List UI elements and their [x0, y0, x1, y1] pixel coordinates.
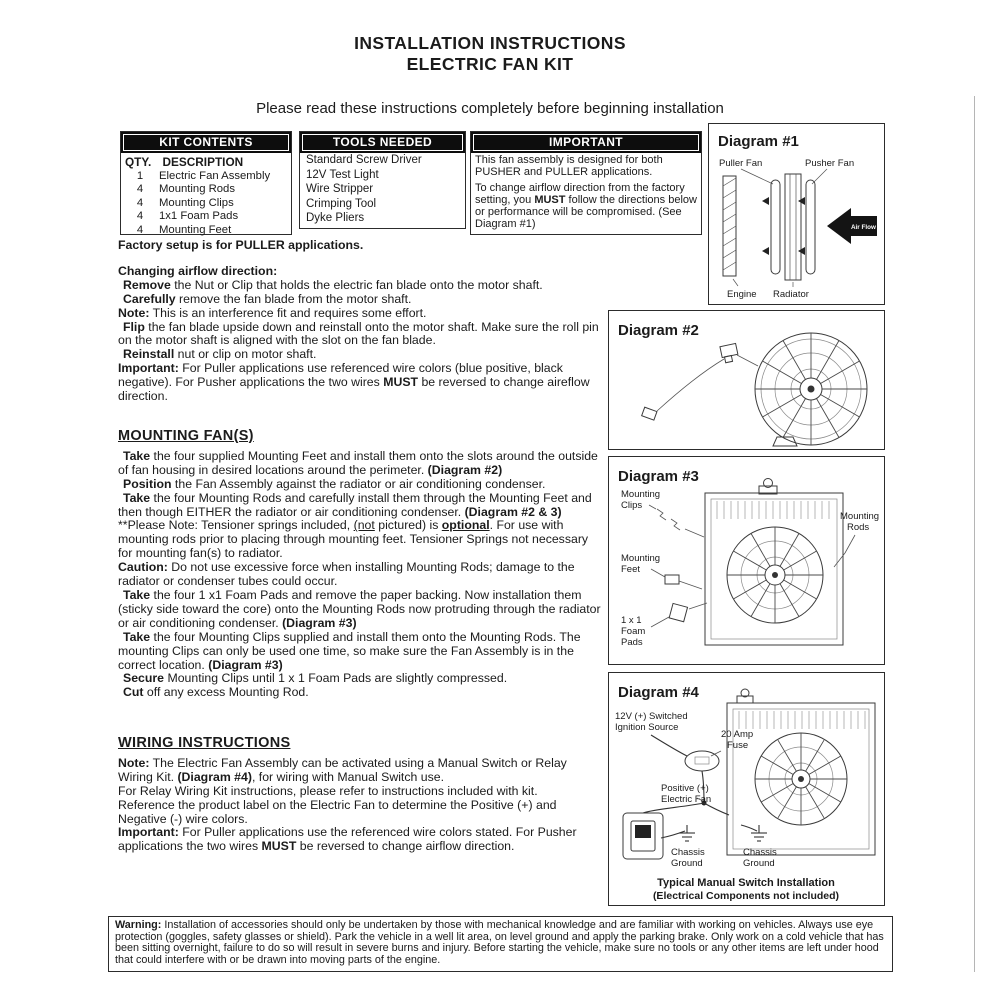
- kit-column-headers: [121, 153, 291, 170]
- wiring-section: [118, 737, 602, 854]
- tool-item: Dyke Pliers: [306, 212, 365, 225]
- airflow-step: Carefully remove the fan blade from the motor shaft.: [123, 291, 412, 306]
- diagram1-title: Diagram #1: [718, 133, 799, 150]
- factory-setup-note: Factory setup is for PULLER applications.: [118, 238, 364, 252]
- wiring-step: Reference the product label on the Electric Fan to determine the Positive (+) and Negative (-) wire colors.: [118, 797, 557, 826]
- wiring-important-note: Important: For Puller applications use the referenced wire colors stated. For Pusher applications the two wires MUST be reversed to change airflow direction.: [118, 825, 577, 854]
- puller-fan-label: Puller Fan: [719, 158, 763, 169]
- mounting-section-heading: MOUNTING FAN(S): [118, 428, 254, 444]
- mounting-clips-label: Mounting: [621, 489, 661, 500]
- positive-electric-fan-label: Electric Fan: [661, 794, 712, 805]
- diagram-2: [608, 310, 885, 450]
- mounting-step: Take the four Mounting Clips supplied and install them onto the Mounting Rods. The mounting Clips can only be used one time, so make sure the Fan Assembly is in the correct location. (Diagram #3): [118, 629, 581, 672]
- foam-pads-label: Pads: [621, 637, 643, 648]
- mounting-foot-drawing: [720, 343, 758, 366]
- kit-desc: 1x1 Foam Pads: [159, 210, 239, 223]
- ignition-source-label: 12V (+) Switched: [615, 711, 688, 722]
- read-first-note: Please read these instructions completely before beginning installation: [256, 100, 724, 117]
- ignition-source-label: Ignition Source: [615, 722, 679, 733]
- kit-row: [121, 197, 291, 210]
- mounting-feet-label: Feet: [621, 564, 641, 575]
- kit-row: [121, 183, 291, 196]
- mounting-caution-note: Caution: Do not use excessive force when installing Mounting Rods; damage to the radiator or condenser tubes could occur.: [118, 560, 575, 589]
- airflow-step: Remove the Nut or Clip that holds the electric fan blade onto the motor shaft.: [123, 277, 543, 292]
- wiring-section-heading: WIRING INSTRUCTIONS: [118, 735, 291, 751]
- tool-item: Crimping Tool: [306, 197, 377, 210]
- airflow-section: [118, 239, 602, 404]
- foam-pads-label: Foam: [621, 626, 646, 637]
- tools-needed-header: TOOLS NEEDED: [300, 132, 465, 153]
- tool-item: Wire Stripper: [306, 183, 374, 196]
- document-title: [0, 33, 980, 75]
- radiator-band-drawing: [785, 174, 801, 280]
- diagram4-drawing: [609, 673, 884, 905]
- chassis-ground-label: Chassis: [743, 847, 777, 858]
- airflow-important-note: Important: For Puller applications use referenced wire colors (blue positive, black negative). For Pusher applications the two wires MUST be reversed to change aireflow direction.: [118, 361, 590, 404]
- tool-item: 12V Test Light: [306, 168, 379, 181]
- wiring-step: For Relay Wiring Kit instructions, please refer to instructions included with kit.: [118, 783, 538, 798]
- kit-row: [121, 210, 291, 223]
- puller-fan-drawing: [762, 180, 780, 274]
- page-edge-line: [974, 96, 975, 972]
- airflow-step: Reinstall nut or clip on motor shaft.: [123, 347, 317, 362]
- diagram3-drawing: [609, 457, 884, 664]
- switch-drawing: [623, 813, 663, 859]
- kit-qty: 4: [136, 196, 144, 209]
- mounting-section: [118, 430, 602, 700]
- diagram4-caption: Typical Manual Switch Installation: [657, 877, 835, 889]
- important-para-1: This fan assembly is designed for both PUSHER and PULLER applications.: [475, 154, 663, 178]
- radiator-label: Radiator: [773, 289, 809, 300]
- airflow-note: Note: This is an interference fit and requires some effort.: [118, 305, 427, 320]
- foam-pads-label: 1 x 1: [621, 615, 642, 626]
- mounting-step: Take the four supplied Mounting Feet and install them onto the slots around the outside of fan housing in desired locations around the perimeter. (Diagram #2): [118, 448, 598, 477]
- chassis-ground-label: Chassis: [671, 847, 705, 858]
- mounting-step: Take the four Mounting Rods and carefully install them through the Mounting Feet and then though EITHER the radiator or air conditioning condenser. (Diagram #2 & 3) **Please Note: Tensioner springs included, (not pictured) is optional. For use with mounting rods prior to placing through mounting feet. Tensioner Springs not necessary for mounting fan(s) to radiator.: [118, 490, 592, 561]
- mounting-feet-label: Mounting: [621, 553, 661, 564]
- kit-desc: Mounting Feet: [159, 223, 232, 236]
- diagram1-drawing: [709, 124, 884, 304]
- mounting-clips-label: Clips: [621, 500, 643, 511]
- diagram-3: [608, 456, 885, 665]
- mounting-rods-label: Mounting: [840, 511, 880, 522]
- fuse-label: Fuse: [727, 740, 749, 751]
- fuse-label: 20 Amp: [721, 729, 754, 740]
- kit-qty: 4: [136, 210, 144, 223]
- kit-desc: Mounting Clips: [159, 196, 234, 209]
- diagram4-subcaption: (Electrical Components not included): [652, 890, 840, 902]
- kit-contents-table: [120, 131, 292, 235]
- chassis-ground-symbol: [751, 825, 767, 841]
- chassis-ground-symbol: [679, 825, 695, 841]
- pusher-fan-label: Pusher Fan: [805, 158, 855, 169]
- mounting-clip-glyph: [649, 505, 704, 537]
- chassis-ground-label: Ground: [743, 858, 775, 869]
- tools-needed-table: [299, 131, 466, 229]
- kit-contents-header: KIT CONTENTS: [121, 132, 291, 153]
- fan-drawing: [755, 733, 847, 825]
- important-box: [470, 131, 702, 235]
- mounting-step: Take the four 1 x1 Foam Pads and remove the paper backing. Now installation them (sticky side toward the core) onto the Mounting Rods now protruding through the radiator or air conditioning condenser. (Diagram #3): [118, 587, 601, 630]
- tool-item: Standard Screw Driver: [306, 154, 422, 166]
- mounting-step: Secure Mounting Clips until 1 x 1 Foam Pads are slightly compressed.: [123, 671, 508, 686]
- fuse-drawing: [685, 751, 721, 771]
- fan-grill-drawing: [755, 333, 867, 445]
- chassis-ground-label: Ground: [671, 858, 703, 869]
- mounting-step: Cut off any excess Mounting Rod.: [123, 685, 309, 700]
- wiring-note: Note: The Electric Fan Assembly can be activated using a Manual Switch or Relay Wiring Kit. (Diagram #4), for wiring with Manual Switch use.: [118, 755, 567, 784]
- title-line-1: INSTALLATION INSTRUCTIONS: [354, 33, 626, 53]
- mounting-step: Position the Fan Assembly against the radiator or air conditioning condenser.: [123, 476, 546, 491]
- mounting-foot-glyph: [651, 569, 702, 589]
- air-flow-label: Air Flow: [851, 224, 876, 231]
- air-flow-arrow: [827, 208, 877, 244]
- airflow-step: Flip the fan blade upside down and reinstall onto the motor shaft. Make sure the roll pin on the motor shaft is aligned with the slot on the fan blade.: [118, 319, 599, 348]
- diagram3-title: Diagram #3: [618, 468, 699, 485]
- wire-drawing: [642, 359, 724, 420]
- fan-drawing: [727, 527, 823, 623]
- title-line-2: ELECTRIC FAN KIT: [406, 54, 574, 74]
- kit-desc: Electric Fan Assembly: [159, 170, 271, 182]
- radiator-drawing: [705, 479, 843, 646]
- positive-electric-fan-label: Positive (+): [661, 783, 709, 794]
- engine-drawing: [723, 176, 736, 276]
- diagram-1: [708, 123, 885, 305]
- description-column-header: DESCRIPTION: [162, 155, 244, 169]
- diagram2-drawing: [609, 311, 884, 449]
- warning-box: Warning: Installation of accessories should only be undertaken by those with mechanical knowledge and are familiar with working on vehicles. Always use eye protection (goggles, safety glasses or shield). Park the vehicle in a well lit area, on level ground and apply the parking brake. Only work on a cold vehicle that has been sitting overnight, failure to do so will result in severe burns and injury. Before starting the vehicle, make sure no tools or any other items are left under hood that could interfere with or be drawn into moving parts of the engine.: [108, 916, 893, 972]
- foam-pad-glyph: [651, 603, 707, 627]
- mounting-rods-label: Rods: [847, 522, 870, 533]
- diagram2-title: Diagram #2: [618, 322, 699, 339]
- airflow-section-heading: Changing airflow direction:: [118, 263, 278, 278]
- qty-column-header: QTY.: [125, 155, 152, 169]
- kit-desc: Mounting Rods: [159, 183, 235, 196]
- kit-qty: 1: [136, 170, 144, 182]
- diagram4-title: Diagram #4: [618, 684, 699, 701]
- diagram-4: [608, 672, 885, 906]
- kit-qty: 4: [136, 223, 144, 236]
- engine-label: Engine: [727, 289, 757, 300]
- kit-row: [121, 224, 291, 237]
- kit-qty: 4: [136, 183, 144, 196]
- kit-row: [121, 170, 291, 183]
- important-header: IMPORTANT: [471, 132, 701, 153]
- important-para-2: To change airflow direction from the factory setting, you MUST follow the directions below or performance will be compromised. (See Diagram #1): [475, 181, 697, 230]
